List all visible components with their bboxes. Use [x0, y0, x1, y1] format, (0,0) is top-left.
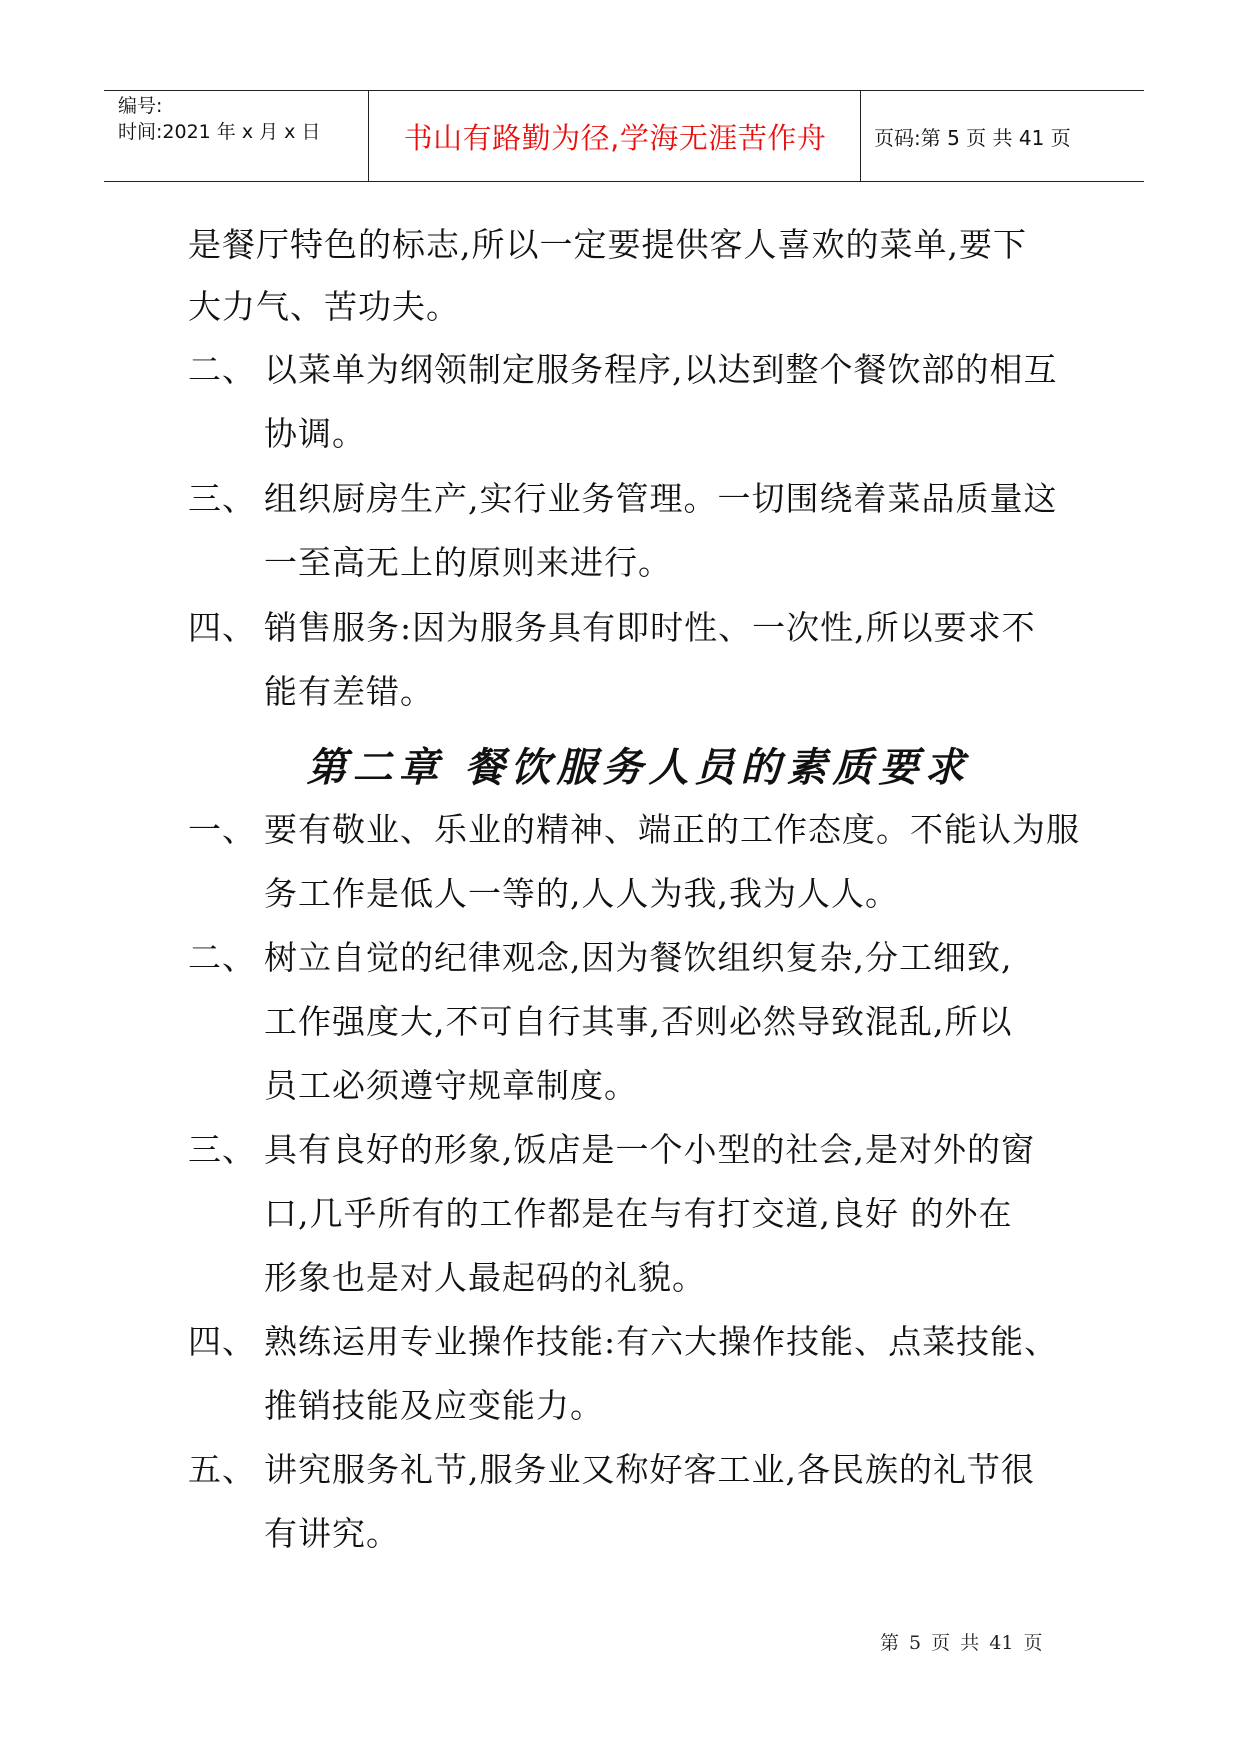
list-item-line: 工作强度大,不可自行其事,否则必然导致混乱,所以: [264, 1002, 1013, 1041]
list-item-line: 务工作是低人一等的,人人为我,我为人人。: [264, 874, 899, 913]
header-number-label: 编号:: [118, 95, 163, 117]
list-item-line: 具有良好的形象,饭店是一个小型的社会,是对外的窗: [264, 1130, 1035, 1169]
list-item-line: 组织厨房生产,实行业务管理。一切围绕着菜品质量这: [264, 479, 1058, 518]
page-header: [104, 90, 1144, 182]
list-item-line: 协调。: [264, 414, 366, 453]
list-item-line: 要有敬业、乐业的精神、端正的工作态度。不能认为服: [264, 810, 1080, 849]
list-item-line: 一至高无上的原则来进行。: [264, 543, 672, 582]
list-item-number: 二、: [188, 938, 256, 977]
chapter-title: 第二章 餐饮服务人员的素质要求: [306, 744, 971, 791]
list-item-line: 讲究服务礼节,服务业又称好客工业,各民族的礼节很: [264, 1450, 1035, 1489]
list-item-line: 熟练运用专业操作技能:有六大操作技能、点菜技能、: [264, 1322, 1059, 1361]
header-divider: [860, 91, 861, 181]
list-item-line: 树立自觉的纪律观念,因为餐饮组织复杂,分工细致,: [264, 938, 1013, 977]
list-item-number: 三、: [188, 479, 256, 518]
list-item-line: 销售服务:因为服务具有即时性、一次性,所以要求不: [264, 608, 1036, 647]
intro-line: 大力气、苦功夫。: [188, 287, 460, 326]
intro-line: 是餐厅特色的标志,所以一定要提供客人喜欢的菜单,要下: [188, 225, 1027, 264]
list-item-line: 形象也是对人最起码的礼貌。: [264, 1258, 706, 1297]
list-item-number: 三、: [188, 1130, 256, 1169]
page-footer: 第 5 页 共 41 页: [880, 1632, 1043, 1654]
list-item-number: 四、: [188, 1322, 256, 1361]
header-motto: 书山有路勤为径,学海无涯苦作舟: [403, 120, 827, 155]
list-item-number: 一、: [188, 810, 256, 849]
list-item-line: 以菜单为纲领制定服务程序,以达到整个餐饮部的相互: [264, 350, 1058, 389]
list-item-line: 有讲究。: [264, 1514, 400, 1553]
list-item-number: 四、: [188, 608, 256, 647]
list-item-number: 二、: [188, 350, 256, 389]
header-divider: [368, 91, 369, 181]
list-item-line: 推销技能及应变能力。: [264, 1386, 604, 1425]
list-item-line: 能有差错。: [264, 672, 434, 711]
header-time-label: 时间:2021 年 x 月 x 日: [118, 121, 321, 143]
list-item-line: 口,几乎所有的工作都是在与有打交道,良好 的外在: [264, 1194, 1013, 1233]
list-item-line: 员工必须遵守规章制度。: [264, 1066, 638, 1105]
list-item-number: 五、: [188, 1450, 256, 1489]
header-page-info: 页码:第 5 页 共 41 页: [874, 125, 1071, 150]
intro-paragraph: [188, 214, 1027, 338]
header-meta: [118, 91, 370, 181]
